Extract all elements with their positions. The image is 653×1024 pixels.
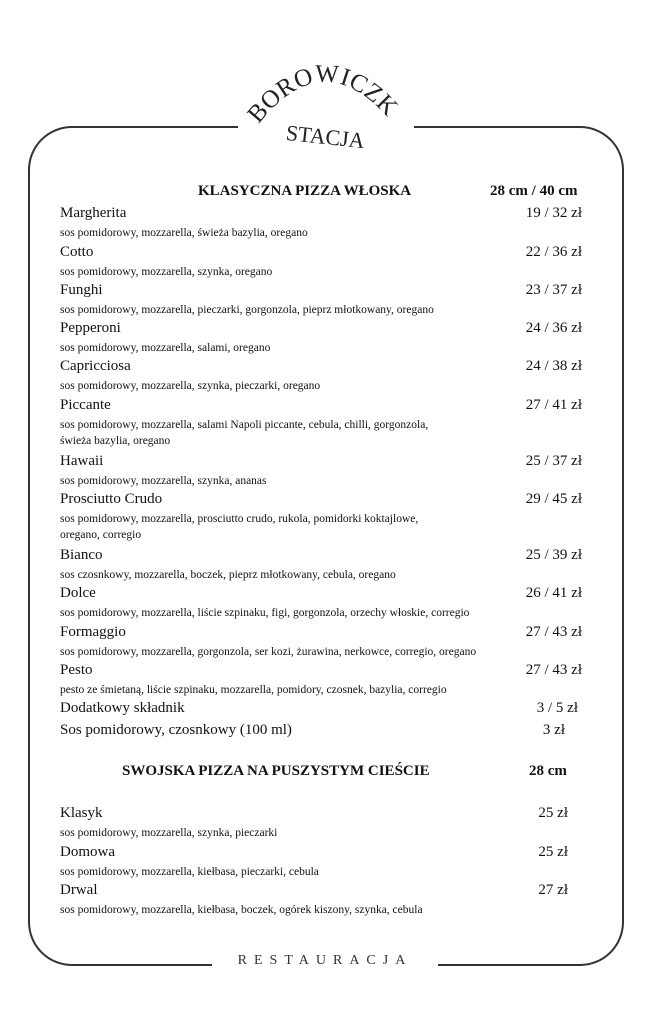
menu-item-price: 25 / 39 zł bbox=[525, 547, 582, 563]
menu-item-name: Hawaii bbox=[60, 453, 104, 469]
menu-item-description: oregano, corregio bbox=[60, 529, 142, 541]
menu-item-name: Dolce bbox=[60, 585, 96, 601]
menu-item-price: 24 / 36 zł bbox=[525, 320, 582, 336]
menu-item-name: Bianco bbox=[60, 547, 103, 563]
logo-line1: BOROWICZKI bbox=[235, 41, 404, 129]
logo bbox=[235, 41, 410, 158]
menu-item-price: 27 / 41 zł bbox=[525, 397, 582, 413]
menu-item-description: sos pomidorowy, mozzarella, prosciutto crudo, rukola, pomidorki koktajlowe, bbox=[60, 513, 419, 525]
menu-item-description: sos pomidorowy, mozzarella, szynka, pieczarki, oregano bbox=[60, 380, 321, 392]
menu-item-price: 24 / 38 zł bbox=[525, 358, 582, 374]
menu-item-name: Funghi bbox=[60, 282, 103, 298]
menu-item-description: sos pomidorowy, mozzarella, kiełbasa, pieczarki, cebula bbox=[60, 866, 319, 878]
menu-item-price: 25 zł bbox=[538, 844, 568, 860]
menu-item-name: Piccante bbox=[60, 397, 111, 413]
menu-item-price: 27 / 43 zł bbox=[525, 624, 582, 640]
menu-item-description: sos pomidorowy, mozzarella, szynka, pieczarki bbox=[60, 827, 278, 839]
section1-title: KLASYCZNA PIZZA WŁOSKA bbox=[198, 183, 412, 199]
menu-item-description: sos pomidorowy, mozzarella, świeża bazylia, oregano bbox=[60, 227, 308, 239]
menu-item-price: 23 / 37 zł bbox=[525, 282, 582, 298]
menu-item-description: sos pomidorowy, mozzarella, kiełbasa, boczek, ogórek kiszony, szynka, cebula bbox=[60, 904, 423, 916]
menu-item-description: sos pomidorowy, mozzarella, gorgonzola, ser kozi, żurawina, nerkowce, corregio, oregano bbox=[60, 646, 477, 658]
menu-item-name: Prosciutto Crudo bbox=[60, 491, 163, 507]
menu-item-description: sos pomidorowy, mozzarella, szynka, oregano bbox=[60, 266, 273, 278]
menu-item-name: Sos pomidorowy, czosnkowy (100 ml) bbox=[60, 722, 292, 738]
menu-item-price: 25 / 37 zł bbox=[525, 453, 582, 469]
menu-item-price: 29 / 45 zł bbox=[525, 491, 582, 507]
menu-item-description: sos pomidorowy, mozzarella, salami Napoli piccante, cebula, chilli, gorgonzola, bbox=[60, 419, 429, 431]
menu-item-name: Cotto bbox=[60, 244, 94, 260]
menu-item-description: sos pomidorowy, mozzarella, pieczarki, gorgonzola, pieprz młotkowany, oregano bbox=[60, 304, 434, 316]
menu-item-price: 3 / 5 zł bbox=[536, 700, 578, 716]
section1-size: 28 cm / 40 cm bbox=[490, 183, 578, 199]
menu-item-price: 27 / 43 zł bbox=[525, 662, 582, 678]
menu-item-name: Drwal bbox=[60, 882, 98, 898]
menu-item-name: Klasyk bbox=[60, 805, 103, 821]
logo-line2: STACJA bbox=[284, 119, 366, 154]
menu-item-name: Pepperoni bbox=[60, 320, 121, 336]
menu-item-name: Domowa bbox=[60, 844, 115, 860]
menu-item-price: 25 zł bbox=[538, 805, 568, 821]
menu-item-price: 27 zł bbox=[538, 882, 568, 898]
menu-item-name: Formaggio bbox=[60, 624, 126, 640]
menu-item-name: Pesto bbox=[60, 662, 93, 678]
svg-text:BOROWICZKI bbox=[236, 41, 403, 128]
menu-item-price: 26 / 41 zł bbox=[525, 585, 582, 601]
menu-item-description: sos czosnkowy, mozzarella, boczek, pieprz młotkowany, cebula, oregano bbox=[60, 569, 396, 581]
menu-item-price: 3 zł bbox=[542, 722, 565, 738]
menu-item-description: sos pomidorowy, mozzarella, szynka, ananas bbox=[60, 475, 267, 487]
section2-title: SWOJSKA PIZZA NA PUSZYSTYM CIEŚCIE bbox=[122, 763, 430, 779]
section2-size: 28 cm bbox=[529, 763, 567, 779]
menu-item-description: sos pomidorowy, mozzarella, liście szpinaku, figi, gorgonzola, orzechy włoskie, corregio bbox=[60, 607, 470, 619]
menu-item-description: pesto ze śmietaną, liście szpinaku, mozzarella, pomidory, czosnek, bazylia, corregio bbox=[60, 684, 447, 696]
menu-item-name: Capricciosa bbox=[60, 358, 131, 374]
menu-item-description: świeża bazylia, oregano bbox=[60, 435, 171, 447]
menu-item-name: Margherita bbox=[60, 205, 127, 221]
menu-item-description: sos pomidorowy, mozzarella, salami, oregano bbox=[60, 342, 271, 354]
logo-emblem bbox=[235, 41, 410, 158]
menu-item-price: 19 / 32 zł bbox=[525, 205, 582, 221]
footer-restauracja: RESTAURACJA bbox=[237, 953, 413, 968]
menu-item-name: Dodatkowy składnik bbox=[60, 700, 185, 716]
menu-item-price: 22 / 36 zł bbox=[525, 244, 582, 260]
